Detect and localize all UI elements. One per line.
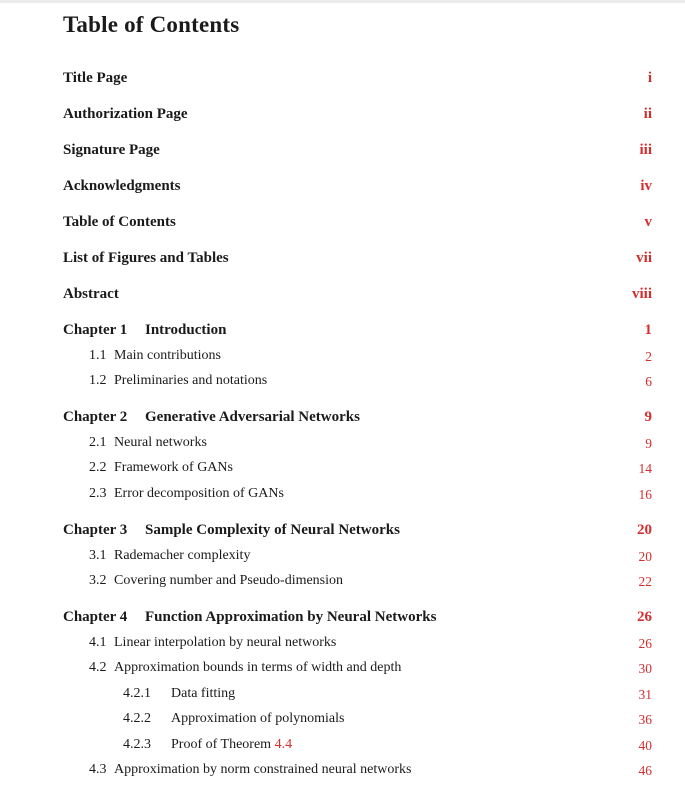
section-number: 2.3 (89, 486, 107, 501)
toc-section-3-2[interactable] (89, 573, 652, 593)
toc-page-number[interactable]: 14 (638, 461, 652, 476)
toc-entry-authorization-page[interactable] (63, 106, 652, 126)
toc-page-number[interactable]: iii (639, 142, 652, 158)
section-number: 3.2 (89, 573, 107, 588)
toc-chapter-3[interactable] (63, 522, 652, 542)
toc-page-number[interactable]: 9 (645, 436, 652, 451)
section-title: Covering number and Pseudo-dimension (114, 573, 344, 588)
subsection-number: 4.2.3 (123, 737, 151, 752)
toc-page-number[interactable]: 26 (638, 636, 652, 651)
chapter-number: Chapter 4 (63, 609, 128, 625)
section-number: 3.1 (89, 548, 107, 563)
section-title: Approximation bounds in terms of width and depth (114, 660, 402, 675)
section-title: Rademacher complexity (114, 548, 251, 563)
toc-entry-label: Table of Contents (63, 214, 176, 230)
chapter-title: Introduction (145, 322, 227, 338)
toc-page-number[interactable]: iv (640, 178, 652, 194)
toc-entry-label: List of Figures and Tables (63, 250, 229, 266)
toc-page-number[interactable]: 2 (645, 349, 652, 364)
toc-section-1-2[interactable] (89, 373, 652, 393)
toc-entry-signature-page[interactable] (63, 142, 652, 162)
toc-page-number[interactable]: viii (631, 286, 652, 302)
toc-section-1-1[interactable] (89, 348, 652, 368)
toc-section-4-1[interactable] (89, 635, 652, 655)
toc-page-number[interactable]: v (644, 214, 652, 230)
toc-entry-label: Acknowledgments (63, 178, 181, 194)
toc-section-4-2[interactable] (89, 660, 652, 680)
toc-section-3-1[interactable] (89, 548, 652, 568)
toc-page-number[interactable]: 9 (644, 409, 652, 425)
toc-page-number[interactable]: i (647, 70, 652, 86)
toc-entry-acknowledgments[interactable] (63, 178, 652, 198)
section-title: Main contributions (114, 348, 221, 363)
section-number: 2.2 (89, 460, 107, 475)
section-title: Linear interpolation by neural networks (114, 635, 337, 650)
toc-subsection-4-2-1[interactable] (123, 686, 652, 706)
toc-chapter-1[interactable] (63, 322, 652, 342)
chapter-title: Function Approximation by Neural Networks (145, 609, 437, 625)
subsection-title: Data fitting (171, 686, 236, 701)
toc-entry-label: Authorization Page (63, 106, 188, 122)
section-number: 4.3 (89, 762, 107, 777)
toc-page-number[interactable]: vii (636, 250, 652, 266)
toc-page-number[interactable]: 16 (638, 487, 652, 502)
toc-chapter-2[interactable] (63, 409, 652, 429)
chapter-number: Chapter 1 (63, 322, 128, 338)
toc-entry-list-of-figures[interactable] (63, 250, 652, 270)
toc-page-number[interactable]: 26 (637, 609, 652, 625)
toc-section-2-1[interactable] (89, 435, 652, 455)
page-title: Table of Contents (63, 12, 240, 37)
toc-chapter-4[interactable] (63, 609, 652, 629)
toc-page-number[interactable]: 31 (638, 687, 652, 702)
subsection-title: Approximation of polynomials (171, 711, 345, 726)
toc-page-number[interactable]: 40 (638, 738, 652, 753)
section-title: Neural networks (114, 435, 207, 450)
section-title: Framework of GANs (114, 460, 233, 475)
subsection-number: 4.2.1 (123, 686, 151, 701)
toc-entry-abstract[interactable] (63, 286, 652, 306)
toc-entry-title-page[interactable] (63, 70, 652, 90)
section-number: 1.1 (89, 348, 107, 363)
toc-page-number[interactable]: 20 (637, 522, 652, 538)
page-top-edge (0, 0, 685, 3)
chapter-title: Generative Adversarial Networks (145, 409, 360, 425)
subsection-number: 4.2.2 (123, 711, 151, 726)
toc-entry-label: Signature Page (63, 142, 160, 158)
toc-subsection-4-2-2[interactable] (123, 711, 652, 731)
section-number: 4.1 (89, 635, 107, 650)
chapter-number: Chapter 3 (63, 522, 128, 538)
toc-page-number[interactable]: ii (643, 106, 652, 122)
toc-page-number[interactable]: 20 (638, 549, 652, 564)
toc-section-4-3[interactable] (89, 762, 652, 782)
toc-page-number[interactable]: 46 (638, 763, 652, 778)
toc-page-number[interactable]: 1 (644, 322, 652, 338)
toc-section-2-3[interactable] (89, 486, 652, 506)
toc-entry-label: Title Page (63, 70, 128, 86)
toc-page-number[interactable]: 30 (638, 661, 652, 676)
toc-section-2-2[interactable] (89, 460, 652, 480)
chapter-number: Chapter 2 (63, 409, 128, 425)
section-title: Approximation by norm constrained neural networks (114, 762, 412, 777)
toc-page-number[interactable]: 22 (638, 574, 652, 589)
toc-page-number[interactable]: 6 (645, 374, 652, 389)
toc-entry-label: Abstract (63, 286, 119, 302)
section-title: Preliminaries and notations (114, 373, 268, 388)
theorem-reference-link[interactable]: 4.4 (274, 737, 293, 752)
toc-page-number[interactable]: 36 (638, 712, 652, 727)
section-number: 4.2 (89, 660, 107, 675)
subsection-title: Proof of Theorem (171, 737, 275, 752)
section-title: Error decomposition of GANs (114, 486, 284, 501)
section-number: 1.2 (89, 373, 107, 388)
toc-subsection-4-2-3[interactable] (123, 737, 652, 757)
section-number: 2.1 (89, 435, 107, 450)
toc-entry-table-of-contents[interactable] (63, 214, 652, 234)
chapter-title: Sample Complexity of Neural Networks (145, 522, 400, 538)
